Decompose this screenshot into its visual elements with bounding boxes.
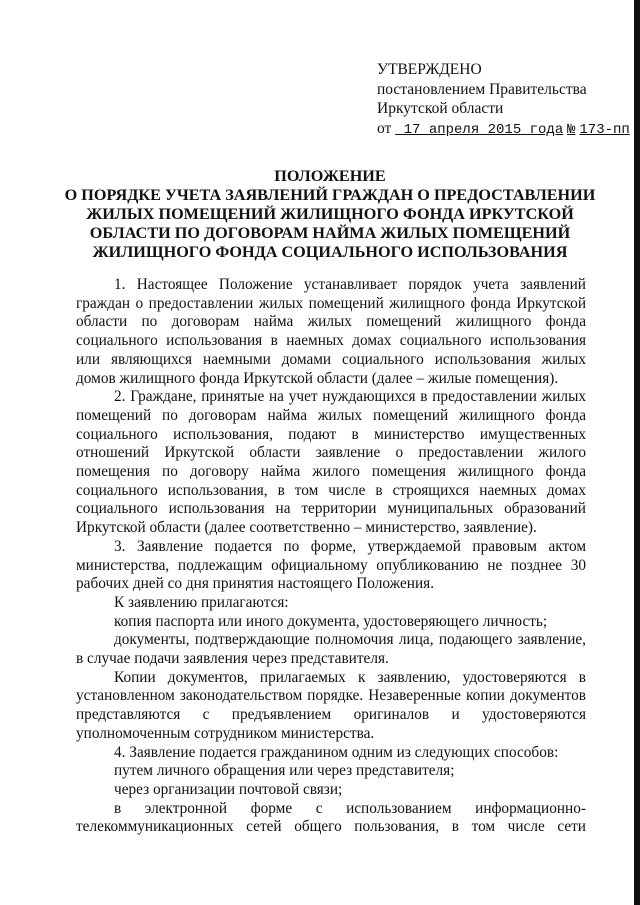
approval-date: 17 апреля 2015 года xyxy=(403,121,564,138)
title-line-2: О ПОРЯДКЕ УЧЕТА ЗАЯВЛЕНИЙ ГРАЖДАН О ПРЕДОСТАВЛЕНИИ xyxy=(64,186,596,204)
document-title xyxy=(60,167,600,262)
paragraph: через организации почтовой связи; xyxy=(114,780,343,798)
paragraph: 1. Настоящее Положение устанавливает порядок учета заявлений граждан о предоставлении жилых помещений жилищного фонда Иркутской области по договорам найма жилых помещений жилищного фонда социального использования в наемных домах социального использования или являющихся наемными домами социального использования жилых домов жилищного фонда Иркутской области (далее – жилые помещения). xyxy=(76,276,586,387)
paragraph: Копии документов, прилагаемых к заявлению, удостоверяются в установленном законодательством порядке. Незаверенные копии документов представляются с предъявлением оригиналов и удостоверяются уполномоченным сотрудником министерства. xyxy=(76,668,586,742)
title-line-5: ЖИЛИЩНОГО ФОНДА СОЦИАЛЬНОГО ИСПОЛЬЗОВАНИЯ xyxy=(92,243,568,261)
title-line-1: ПОЛОЖЕНИЕ xyxy=(274,167,386,185)
approval-date-line xyxy=(377,119,632,141)
paragraph: К заявлению прилагаются: xyxy=(114,593,289,611)
approval-heading: УТВЕРЖДЕНО xyxy=(377,61,482,78)
paragraph: в электронной форме с использованием информационно-телекоммуникационных сетей общего пользования, в том числе сети xyxy=(76,799,586,836)
paragraph: 3. Заявление подается по форме, утверждаемой правовым актом министерства, подлежащим официальному опубликованию не позднее 30 рабочих дней со дня принятия настоящего Положения. xyxy=(76,537,586,593)
document-body xyxy=(76,276,586,837)
approval-stamp xyxy=(377,60,632,140)
approval-prefix: от xyxy=(377,119,392,137)
paragraph: документы, подтверждающие полномочия лица, подающего заявление, в случае подачи заявления через представителя. xyxy=(76,631,586,668)
approval-number: 173-пп xyxy=(579,121,630,138)
paragraph: 2. Граждане, принятые на учет нуждающихся в предоставлении жилых помещений по договорам найма жилых помещений жилищного фонда социального использования, подают в министерство имущественных отношений Иркутской области заявление о предоставлении жилого помещения по договору найма жилого помещения жилищного фонда социального использования, в том числе в строящихся наемных домах социального использования на территории муниципальных образований Иркутской области (далее соответственно – министерство, заявление). xyxy=(76,388,586,537)
paragraph: 4. Заявление подается гражданином одним из следующих способов: xyxy=(114,743,559,761)
approval-line-1: постановлением Правительства xyxy=(377,80,587,98)
title-line-4: ОБЛАСТИ ПО ДОГОВОРАМ НАЙМА ЖИЛЫХ ПОМЕЩЕНИЙ xyxy=(89,224,571,242)
approval-number-sign: № xyxy=(567,121,576,138)
paragraph: копия паспорта или иного документа, удостоверяющего личность; xyxy=(114,612,548,630)
paragraph: путем личного обращения или через представителя; xyxy=(114,762,455,780)
scan-edge xyxy=(634,0,640,905)
approval-line-2: Иркутской области xyxy=(377,100,504,117)
title-line-3: ЖИЛЫХ ПОМЕЩЕНИЙ ЖИЛИЩНОГО ФОНДА ИРКУТСКОЙ xyxy=(86,205,574,223)
